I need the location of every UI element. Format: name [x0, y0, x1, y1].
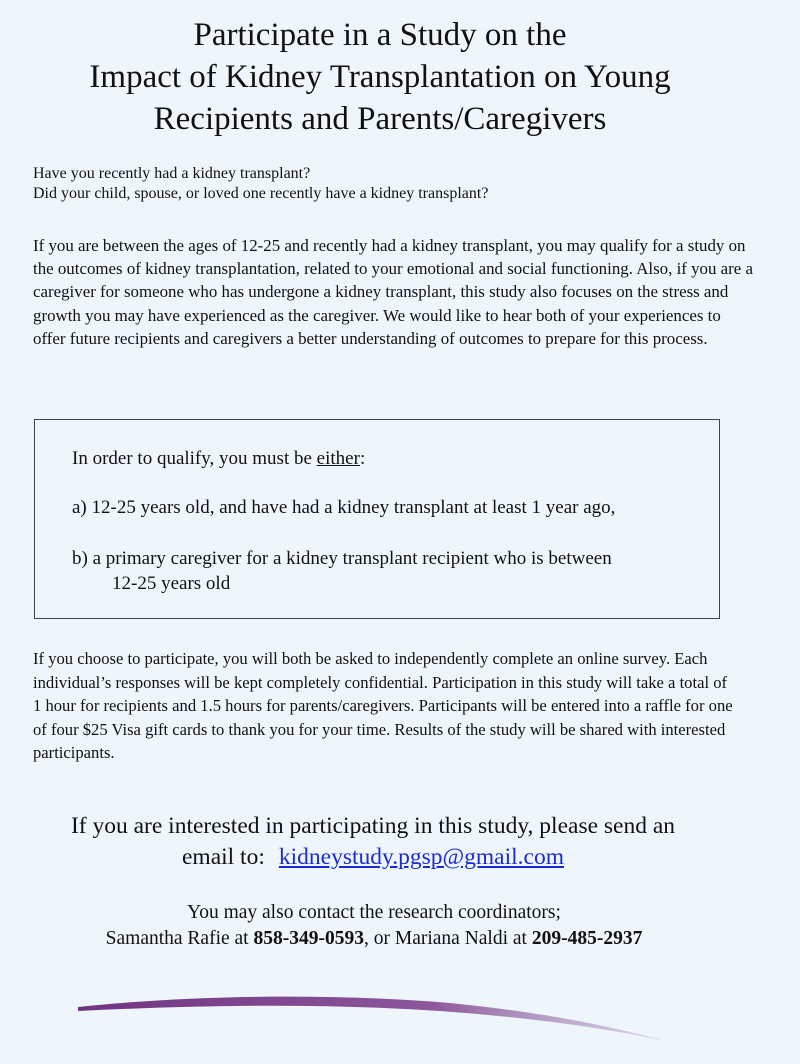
qualification-heading [72, 447, 365, 471]
contact-section [0, 811, 746, 873]
qualification-heading-suffix: : [359, 448, 366, 469]
qualification-option-b-line2: 12-25 years old [112, 573, 231, 594]
title-line-1: Participate in a Study on the [193, 17, 567, 53]
title-line-2: Impact of Kidney Transplantation on Young [89, 59, 671, 95]
participation-details: If you choose to participate, you will both be asked to independently complete an online survey. Each individual’s responses will be kept completely confidential. Participation in this study will take a total of 1 hour for recipients and 1.5 hours for parents/caregivers. Participants will be entered into a raffle for one of four $25 Visa gift cards to thank you for your time. Results of the study will be shared with interested participants. [33, 649, 733, 763]
qualification-option-b-line1: b) a primary caregiver for a kidney transplant recipient who is between [72, 548, 612, 569]
decorative-swoosh [70, 985, 670, 1045]
coordinators-section [0, 900, 748, 952]
qualification-heading-prefix: In order to qualify, you must be [72, 448, 317, 469]
coordinators-contacts [0, 926, 748, 952]
intro-questions [33, 164, 753, 204]
page-title [0, 14, 760, 140]
study-description: If you are between the ages of 12-25 and recently had a kidney transplant, you may qualify for a study on the outcomes of kidney transplantation, related to your emotional and social functioning. Also, if you are a caregiver for someone who has undergone a kidney transplant, this study also focuses on the stress and growth you may have experienced as the caregiver. We would like to hear both of your experiences to offer future recipients and caregivers a better understanding of outcomes to prepare for this process. [33, 236, 754, 348]
qualification-box [34, 419, 720, 619]
qualification-heading-emphasis: either [316, 448, 360, 469]
title-line-3: Recipients and Parents/Caregivers [153, 101, 607, 137]
coordinator-2-phone: 209-485-2937 [531, 928, 643, 949]
qualification-option-a: a) 12-25 years old, and have had a kidney transplant at least 1 year ago, [72, 497, 616, 518]
coordinator-2-name: , or Mariana Naldi at [363, 928, 532, 949]
qualification-option-b [72, 546, 712, 596]
intro-question-1: Have you recently had a kidney transplant? [33, 165, 311, 182]
contact-line-1: If you are interested in participating in this study, please send an [70, 813, 676, 839]
coordinator-1-phone: 858-349-0593 [253, 928, 364, 949]
coordinator-1-name: Samantha Rafie at [105, 928, 254, 949]
intro-question-2: Did your child, spouse, or loved one recently have a kidney transplant? [33, 185, 489, 202]
contact-line-2 [0, 842, 746, 873]
coordinators-intro: You may also contact the research coordinators; [187, 902, 561, 923]
email-link[interactable]: kidneystudy.pgsp@gmail.com [278, 844, 564, 870]
email-prefix: email to: [181, 844, 265, 870]
